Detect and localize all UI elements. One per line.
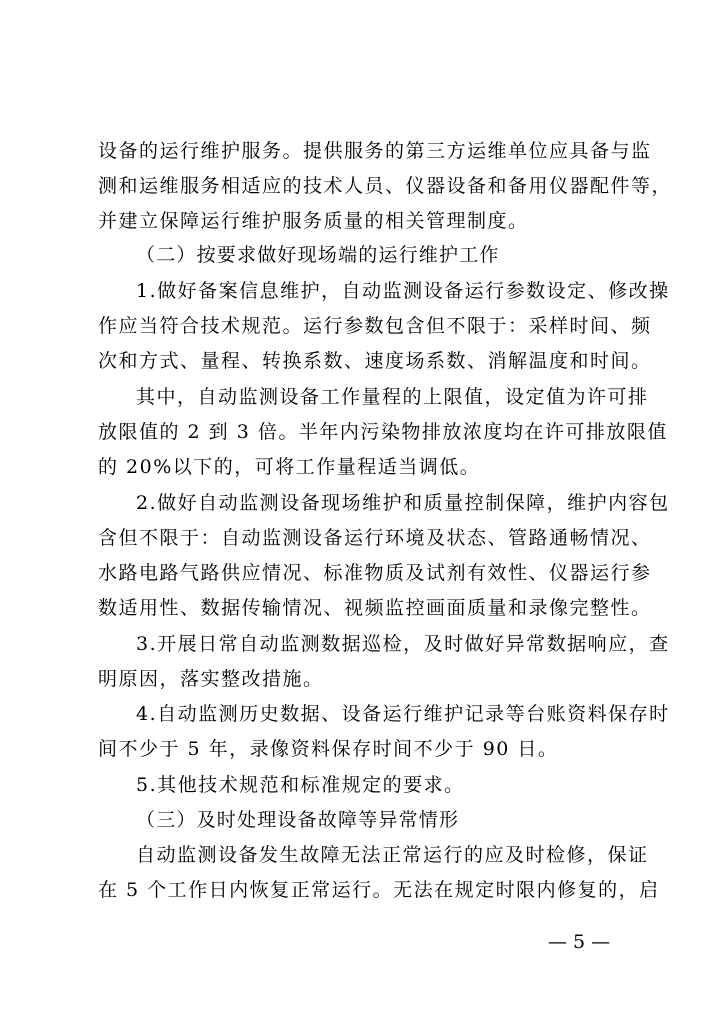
text-line <box>0 203 724 239</box>
text-line-content: 2.做好自动监测设备现场维护和质量控制保障，维护内容包 <box>136 492 670 514</box>
section-heading-text: （三）及时处理设备故障等异常情形 <box>136 809 460 831</box>
text-line-content: 1.做好备案信息维护，自动监测设备运行参数设定、修改操 <box>136 280 670 302</box>
page-number: — 5 — <box>548 931 611 953</box>
section-heading-text: （二）按要求做好现场端的运行维护工作 <box>136 244 500 266</box>
text-line-content: 明原因，落实整改措施。 <box>98 668 324 690</box>
text-line-content: 3.开展日常自动监测数据巡检，及时做好异常数据响应，查 <box>136 633 670 655</box>
text-line-content: 含但不限于：自动监测设备运行环境及状态、管路通畅情况、 <box>98 527 652 549</box>
text-line-content: 数适用性、数据传输情况、视频监控画面质量和录像完整性。 <box>98 597 652 619</box>
text-line-content: 设备的运行维护服务。提供服务的第三方运维单位应具备与监 <box>98 140 652 162</box>
text-line <box>0 837 724 873</box>
text-line <box>0 696 724 732</box>
text-line <box>0 343 724 379</box>
section-heading <box>0 237 724 273</box>
text-line <box>0 273 724 309</box>
text-line-content: 在 5 个工作日内恢复正常运行。无法在规定时限内修复的，启 <box>98 879 660 901</box>
text-line-content: 作应当符合技术规范。运行参数包含但不限于：采样时间、频 <box>98 315 652 337</box>
text-line <box>0 520 724 556</box>
text-line <box>0 133 724 169</box>
text-line <box>0 485 724 521</box>
text-line <box>0 661 724 697</box>
text-line <box>0 168 724 204</box>
text-line-content: 水路电路气路供应情况、标准物质及试剂有效性、仪器运行参 <box>98 562 652 584</box>
text-line <box>0 449 724 485</box>
text-line <box>0 308 724 344</box>
text-line <box>0 379 724 415</box>
text-line <box>0 414 724 450</box>
section-heading <box>0 802 724 838</box>
text-line-content: 次和方式、量程、转换系数、速度场系数、消解温度和时间。 <box>98 350 652 372</box>
text-line-content: 放限值的 2 到 3 倍。半年内污染物排放浓度均在许可排放限值 <box>98 421 668 443</box>
text-line-content: 其中，自动监测设备工作量程的上限值，设定值为许可排 <box>136 386 649 408</box>
text-line <box>0 590 724 626</box>
text-line-content: 4.自动监测历史数据、设备运行维护记录等台账资料保存时 <box>136 703 670 725</box>
text-line-content: 测和运维服务相适应的技术人员、仪器设备和备用仪器配件等， <box>98 175 673 197</box>
text-line <box>0 555 724 591</box>
text-line-content: 并建立保障运行维护服务质量的相关管理制度。 <box>98 210 529 232</box>
text-line <box>0 767 724 803</box>
text-line-content: 5.其他技术规范和标准规定的要求。 <box>136 774 465 796</box>
text-line <box>0 872 724 908</box>
text-line <box>0 626 724 662</box>
text-line-content: 的 20%以下的，可将工作量程适当调低。 <box>98 456 481 478</box>
text-line-content: 间不少于 5 年，录像资料保存时间不少于 90 日。 <box>98 738 559 760</box>
text-line-content: 自动监测设备发生故障无法正常运行的应及时检修，保证 <box>136 844 649 866</box>
text-line <box>0 731 724 767</box>
